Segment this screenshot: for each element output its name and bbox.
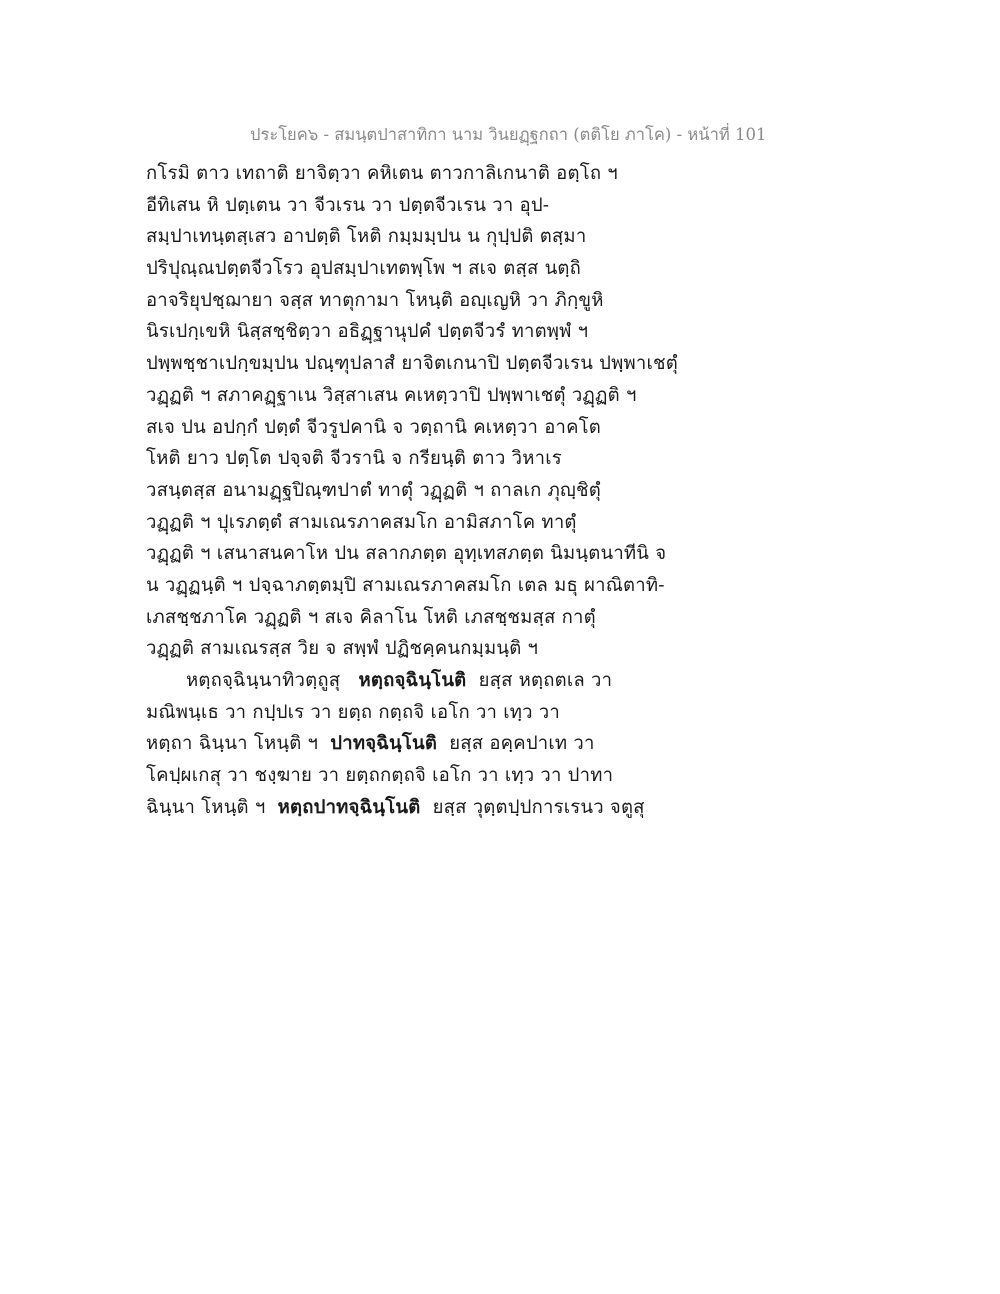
text-line: กโรมิ ตาว เทถาติ ยาจิตฺวา คหิเตน ตาวกาลิเกนาติ อตฺโถ ฯ — [146, 163, 618, 184]
text-line: นิรเปกฺเขหิ นิสฺสชฺชิตฺวา อธิฏฺฐานุปคํ ปตฺตจีวรํ ทาตพฺพํ ฯ — [146, 321, 589, 343]
paragraph-2-line-3 — [146, 728, 746, 760]
text-line: วฏฺฏติ สามเณรสฺส วิย จ สพฺพํ ปฏิชคฺคนกมฺมนฺติ ฯ — [146, 638, 539, 660]
text-span: ยสฺส วุตฺตปฺปการเรนว จตูสุ — [432, 796, 645, 818]
paragraph-2-line-5 — [146, 792, 746, 824]
text-line: โหติ ยาว ปตฺโต ปจฺจติ จีวรานิ จ กรียนฺติ ตาว วิหาเร — [146, 448, 562, 470]
text-span: ฉินฺนา โหนฺติ ฯ — [146, 796, 266, 818]
text-line: วฏฺฏติ ฯ เสนาสนคาโห ปน สลากภตฺต อุทฺเทสภตฺต นิมนฺตนาทีนิ จ — [146, 543, 667, 565]
bold-term: หตฺถจฺฉินฺโนติ — [358, 670, 467, 691]
text-line: เภสชฺชภาโค วฏฺฏติ ฯ สเจ คิลาโน โหติ เภสชฺชมสฺส กาตุํ — [146, 606, 596, 628]
text-line: วสนฺตสฺส อนามฏฺฐปิณฺฑปาตํ ทาตุํ วฏฺฏติ ฯ ถาลเก ภุญฺชิตุํ — [146, 479, 601, 501]
text-line: อีทิเสน หิ ปตฺเตน วา จีวเรน วา ปตฺตจีวเรน วา อุป- — [146, 194, 550, 216]
paragraph-2-line-2: มณิพนฺเธ วา กปฺปเร วา ยตฺถ กตฺถจิ เอโก วา เทฺว วา — [146, 701, 560, 723]
paragraph-2-line-1 — [146, 665, 746, 697]
text-line: วฏฺฏติ ฯ ปุเรภตฺตํ สามเณรภาคสมโก อามิสภาโค ทาตุํ — [146, 511, 577, 533]
text-span: หตฺถา ฉินฺนา โหนฺติ ฯ — [146, 733, 319, 755]
paragraph-2-line-4: โคปฺผเกสุ วา ชงฺฆาย วา ยตฺถกตฺถจิ เอโก วา เทฺว วา ปาทา — [146, 765, 614, 787]
text-span: ยสฺส หตฺถตเล วา — [478, 670, 613, 691]
text-line: ปริปุณฺณปตฺตจีวโรว อุปสมฺปาเทตพฺโพ ฯ สเจ ตสฺส นตฺถิ — [146, 258, 582, 280]
page-header: ประโยค๖ - สมนฺตปาสาทิกา นาม วินยฏฺฐกถา (ตติโย ภาโค) - หน้าที่ 101 — [250, 125, 767, 144]
text-line: สมฺปาเทนฺตสฺเสว อาปตฺติ โหติ กมฺมมฺปน น กุปฺปติ ตสฺมา — [146, 226, 587, 248]
text-span: ยสฺส อคฺคปาเท วา — [449, 733, 595, 755]
text-line: วฏฺฏติ ฯ สภาคฏฺฐาเน วิสฺสาเสน คเหตฺวาปิ ปพฺพาเชตุํ วฏฺฏติ ฯ — [146, 384, 637, 406]
bold-term: ปาทจฺฉินฺโนติ — [330, 733, 438, 755]
text-line: น วฏฺฏนฺติ ฯ ปจฺฉาภตฺตมฺปิ สามเณรภาคสมโก เตล มธุ ผาณิตาทิ- — [146, 574, 665, 596]
bold-term: หตฺถปาทจฺฉินฺโนติ — [277, 796, 421, 818]
text-line: ปพฺพชฺชาเปกฺขมฺปน ปณฺฑุปลาสํ ยาจิตเกนาปิ ปตฺตจีวเรน ปพฺพาเชตุํ — [146, 353, 678, 375]
text-line: อาจริยุปชฺฌายา จสฺส ทาตุกามา โหนฺติ อญฺเญหิ วา ภิกฺขูหิ — [146, 289, 604, 311]
body-text — [146, 158, 746, 823]
text-span: หตฺถจฺฉินฺนาทิวตฺถูสุ — [186, 670, 341, 691]
text-line: สเจ ปน อปกฺกํ ปตฺตํ จีวรูปคานิ จ วตฺถานิ คเหตฺวา อาคโต — [146, 416, 602, 438]
